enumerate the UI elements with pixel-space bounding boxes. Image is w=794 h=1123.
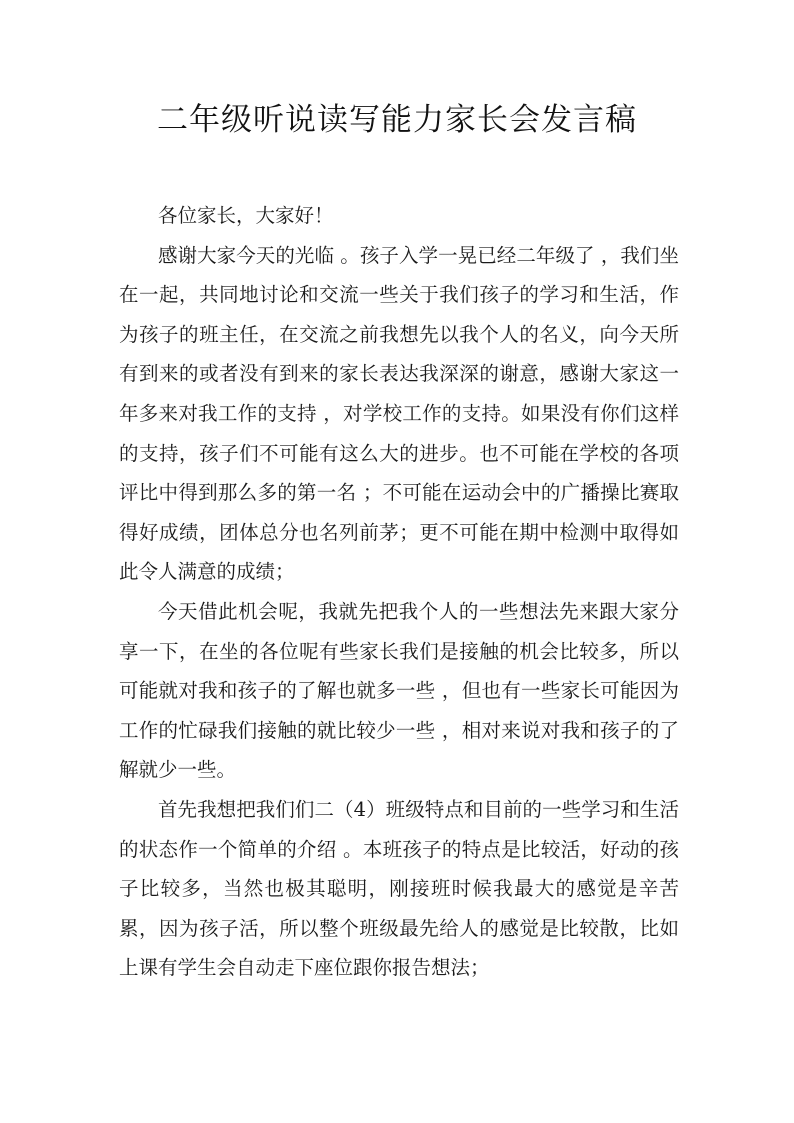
sharing-paragraph: 今天借此机会呢，我就先把我个人的一些想法先来跟大家分享一下，在坐的各位呢有些家长我们是接触的机会比较多，所以可能就对我和孩子的了解也就多一些 ，但也有一些家长可能因为工作的忙碌我们接触的就比较少一些 ，相对来说对我和孩子的了解就少一些。 bbox=[119, 599, 679, 782]
class-introduction-paragraph: 首先我想把我们们二（4）班级特点和目前的一些学习和生活的状态作一个简单的介绍 。本班孩子的特点是比较活，好动的孩子比较多，当然也极其聪明，刚接班时候我最大的感觉是辛苦累，因为孩子活，所以整个班级最先给人的感觉是比较散，比如上课有学生会自动走下座位跟你报告想法； bbox=[119, 797, 679, 980]
document-body bbox=[119, 196, 679, 988]
document-title: 二年级听说读写能力家长会发言稿 bbox=[157, 102, 637, 138]
greeting-paragraph: 各位家长，大家好！ bbox=[158, 204, 334, 227]
thanks-paragraph: 感谢大家今天的光临 。孩子入学一晃已经二年级了 ，我们坐在一起，共同地讨论和交流一些关于我们孩子的学习和生活，作为孩子的班主任，在交流之前我想先以我个人的名义，向今天所有到来的或者没有到来的家长表达我深深的谢意，感谢大家这一年多来对我工作的支持 ，对学校工作的支持。如果没有你们这样的支持，孩子们不可能有这么大的进步。也不可能在学校的各项评比中得到那么多的第一名 ；不可能在运动会中的广播操比赛取得好成绩，团体总分也名列前茅；更不可能在期中检测中取得如此令人满意的成绩； bbox=[119, 243, 679, 584]
